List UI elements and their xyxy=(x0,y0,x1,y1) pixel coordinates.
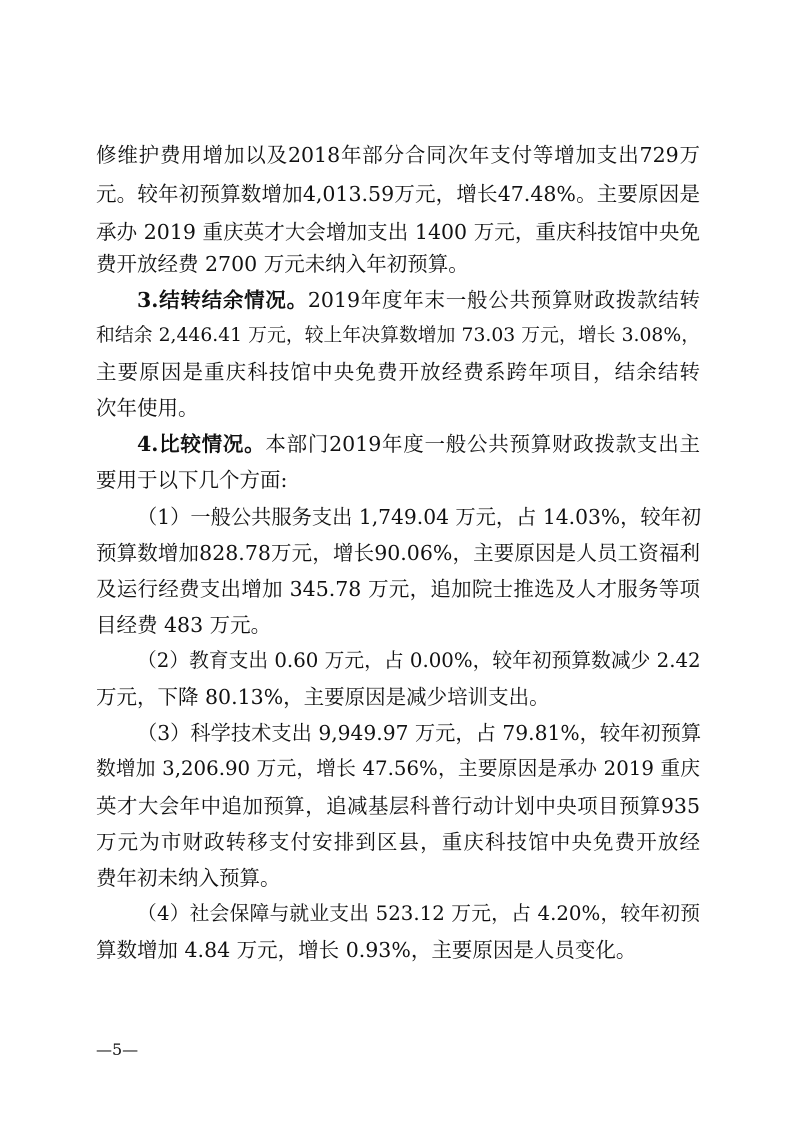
body-text-line: 次年使用。 xyxy=(96,396,199,420)
body-text-line: 万元为市财政转移支付安排到区县，重庆科技馆中央免费开放经 xyxy=(96,830,700,854)
body-text-segment: 2019年度年末一般公共预算财政拨款结转 xyxy=(307,288,700,312)
body-text-line: 主要原因是重庆科技馆中央免费开放经费系跨年项目，结余结转 xyxy=(96,360,700,384)
body-text-line: 数增加 3,206.90 万元，增长 47.56%，主要原因是承办 2019 重庆 xyxy=(96,757,700,780)
page-number: —5— xyxy=(96,1040,139,1059)
body-text-line: 英才大会年中追加预算，追减基层科普行动计划中央项目预算935 xyxy=(96,794,700,818)
body-text-line: 要用于以下几个方面: xyxy=(96,468,288,492)
section-heading-carryover: 3.结转结余情况。 xyxy=(137,288,308,312)
body-text-line: 费年初未纳入预算。 xyxy=(96,866,281,890)
body-text-line: 修维护费用增加以及2018年部分合同次年支付等增加支出729万 xyxy=(96,143,700,167)
list-item-line: （2）教育支出 0.60 万元，占 0.00%，较年初预算数减少 2.42 xyxy=(137,649,701,672)
body-text-line: 预算数增加828.78万元，增长90.06%，主要原因是人员工资福利 xyxy=(96,541,700,565)
body-text-line: 算数增加 4.84 万元，增长 0.93%，主要原因是人员变化。 xyxy=(96,938,637,962)
list-item-line: （4）社会保障与就业支出 523.12 万元，占 4.20%，较年初预 xyxy=(137,902,700,925)
section-line-comparison xyxy=(137,430,700,458)
section-line-carryover xyxy=(137,286,700,314)
body-text-line: 费开放经费 2700 万元未纳入年初预算。 xyxy=(96,252,469,276)
body-text-line: 目经费 483 万元。 xyxy=(96,613,272,637)
list-item-line: （3）科学技术支出 9,949.97 万元，占 79.81%，较年初预算 xyxy=(137,721,702,745)
body-text-line: 和结余 2,446.41 万元，较上年决算数增加 73.03 万元，增长 3.08%， xyxy=(96,325,700,346)
body-text-line: 元。较年初预算数增加4,013.59万元，增长47.48%。主要原因是 xyxy=(96,182,700,206)
body-text-line: 承办 2019 重庆英才大会增加支出 1400 万元，重庆科技馆中央免 xyxy=(96,220,700,244)
body-text-line: 万元，下降 80.13%，主要原因是减少培训支出。 xyxy=(96,685,550,709)
body-text-segment: 本部门2019年度一般公共预算财政拨款支出主 xyxy=(265,432,701,456)
body-text-line: 及运行经费支出增加 345.78 万元，追加院士推选及人才服务等项 xyxy=(96,577,700,601)
list-item-line: （1）一般公共服务支出 1,749.04 万元，占 14.03%，较年初 xyxy=(137,505,702,529)
section-heading-comparison: 4.比较情况。 xyxy=(137,432,266,456)
